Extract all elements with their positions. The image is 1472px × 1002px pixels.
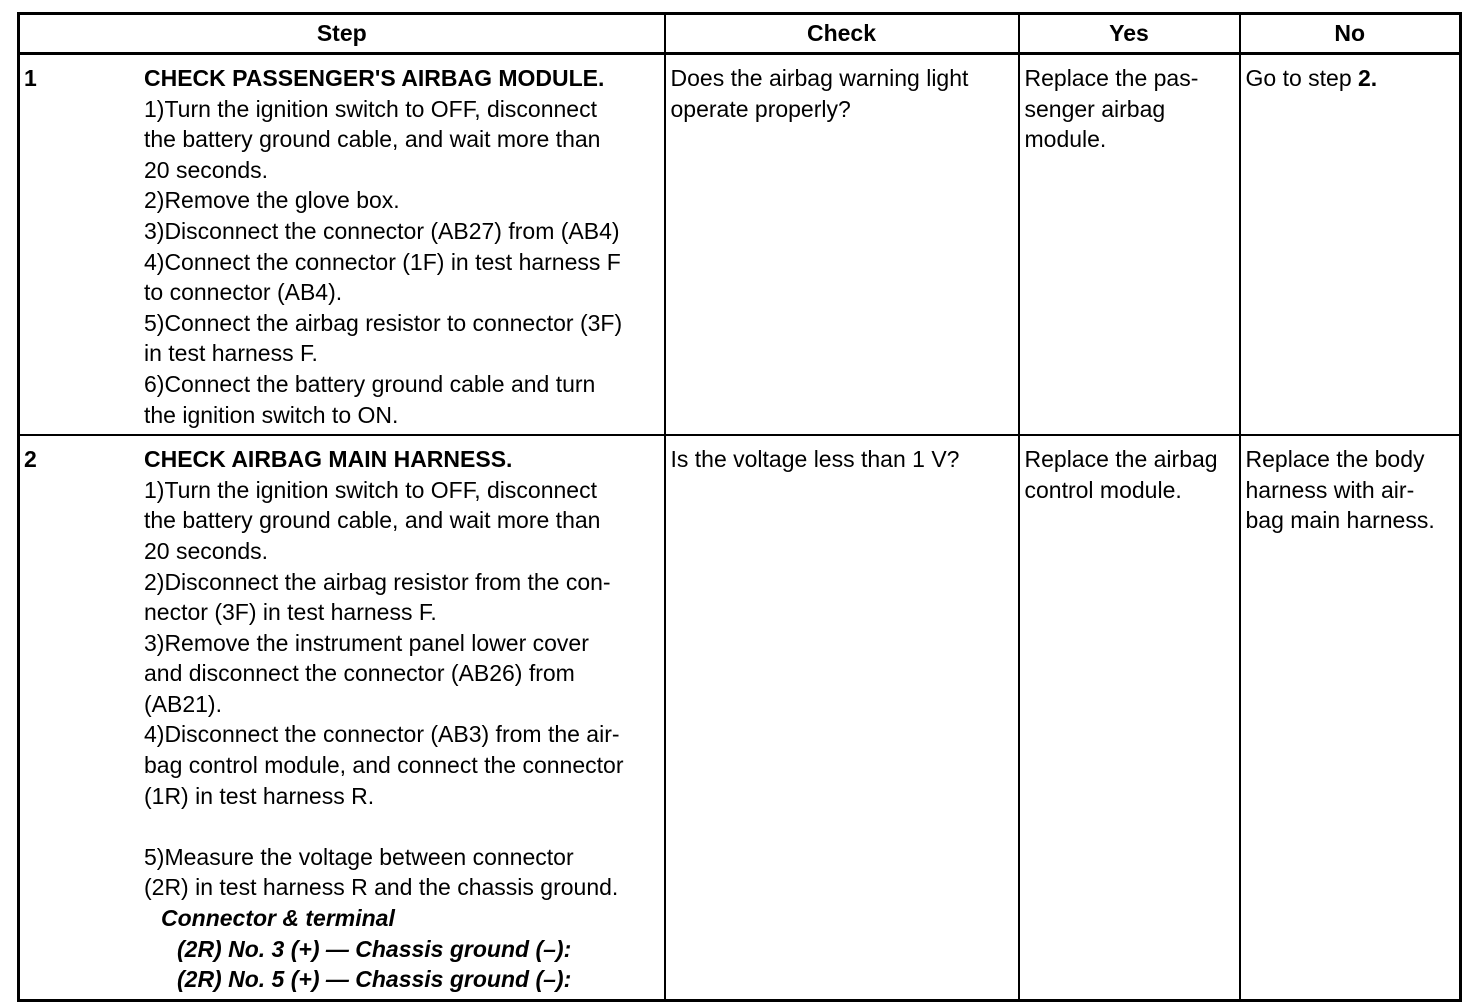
step-line: (1R) in test harness R. (144, 782, 375, 809)
yes-cell (1019, 435, 1240, 1000)
no-cell (1240, 435, 1461, 1000)
no-line (1246, 63, 1456, 94)
step-reference: 2. (1358, 65, 1378, 91)
step-title: CHECK AIRBAG MAIN HARNESS. (144, 446, 513, 473)
no-line: bag main harness. (1245, 507, 1435, 534)
yes-line: module. (1024, 126, 1107, 153)
step-cell (19, 54, 665, 436)
yes-line: control module. (1024, 476, 1182, 503)
header-no: No (1240, 14, 1461, 54)
step-line: 2)Remove the glove box. (144, 187, 400, 214)
header-step: Step (19, 14, 665, 54)
step-line: in test harness F. (144, 340, 318, 367)
step-number: 2 (24, 446, 37, 473)
table-row (19, 54, 1461, 436)
step-line: 3)Disconnect the connector (AB27) from (AB4) (144, 217, 620, 244)
spec-line: (2R) No. 5 (+) — Chassis ground (–): (177, 966, 572, 993)
step-line: 4)Connect the connector (1F) in test harness F (144, 248, 621, 275)
step-cell (19, 435, 665, 1000)
step-title: CHECK PASSENGER'S AIRBAG MODULE. (144, 65, 605, 91)
yes-line: Replace the airbag (1024, 446, 1218, 473)
step-line: 6)Connect the battery ground cable and turn (144, 370, 596, 397)
header-check: Check (665, 14, 1019, 54)
step-line: 5)Measure the voltage between connector (144, 843, 574, 870)
check-cell (665, 54, 1019, 436)
no-line: harness with air- (1245, 476, 1415, 503)
diagnostic-table (17, 12, 1462, 1002)
step-line: (2R) in test harness R and the chassis ground. (144, 874, 619, 901)
check-line: Is the voltage less than 1 V? (670, 446, 960, 473)
header-yes: Yes (1019, 14, 1240, 54)
yes-line: senger airbag (1024, 95, 1166, 122)
step-body (144, 55, 664, 434)
step-line: 2)Disconnect the airbag resistor from the con- (144, 568, 611, 595)
step-line: the battery ground cable, and wait more than (144, 507, 601, 534)
check-cell (665, 435, 1019, 1000)
no-prefix: Go to step (1245, 65, 1359, 91)
step-line: 20 seconds. (144, 156, 269, 183)
step-line: to connector (AB4). (144, 279, 343, 306)
step-line: bag control module, and connect the connector (144, 752, 624, 779)
spec-line: (2R) No. 3 (+) — Chassis ground (–): (177, 935, 572, 962)
step-line: and disconnect the connector (AB26) from (144, 660, 575, 687)
step-line: 3)Remove the instrument panel lower cover (144, 629, 589, 656)
no-cell (1240, 54, 1461, 436)
yes-line: Replace the pas- (1024, 65, 1199, 91)
step-line: 1)Turn the ignition switch to OFF, disconnect (144, 476, 597, 503)
step-body (144, 436, 664, 999)
check-line: operate properly? (670, 95, 851, 122)
check-line: Does the airbag warning light (670, 65, 969, 91)
step-line: nector (3F) in test harness F. (144, 599, 437, 626)
step-line: 5)Connect the airbag resistor to connector (3F) (144, 309, 623, 336)
yes-cell (1019, 54, 1240, 436)
step-line: the battery ground cable, and wait more than (144, 126, 601, 153)
step-number: 1 (24, 65, 37, 91)
step-line: (AB21). (144, 690, 222, 717)
step-line: 4)Disconnect the connector (AB3) from the air- (144, 721, 620, 748)
spec-heading: Connector & terminal (161, 905, 395, 932)
header-row (19, 14, 1461, 54)
table-row (19, 435, 1461, 1000)
no-line: Replace the body (1245, 446, 1425, 473)
step-line: the ignition switch to ON. (144, 401, 399, 428)
step-line: 20 seconds. (144, 537, 269, 564)
line-gap (144, 811, 662, 842)
step-line: 1)Turn the ignition switch to OFF, disconnect (144, 95, 597, 122)
